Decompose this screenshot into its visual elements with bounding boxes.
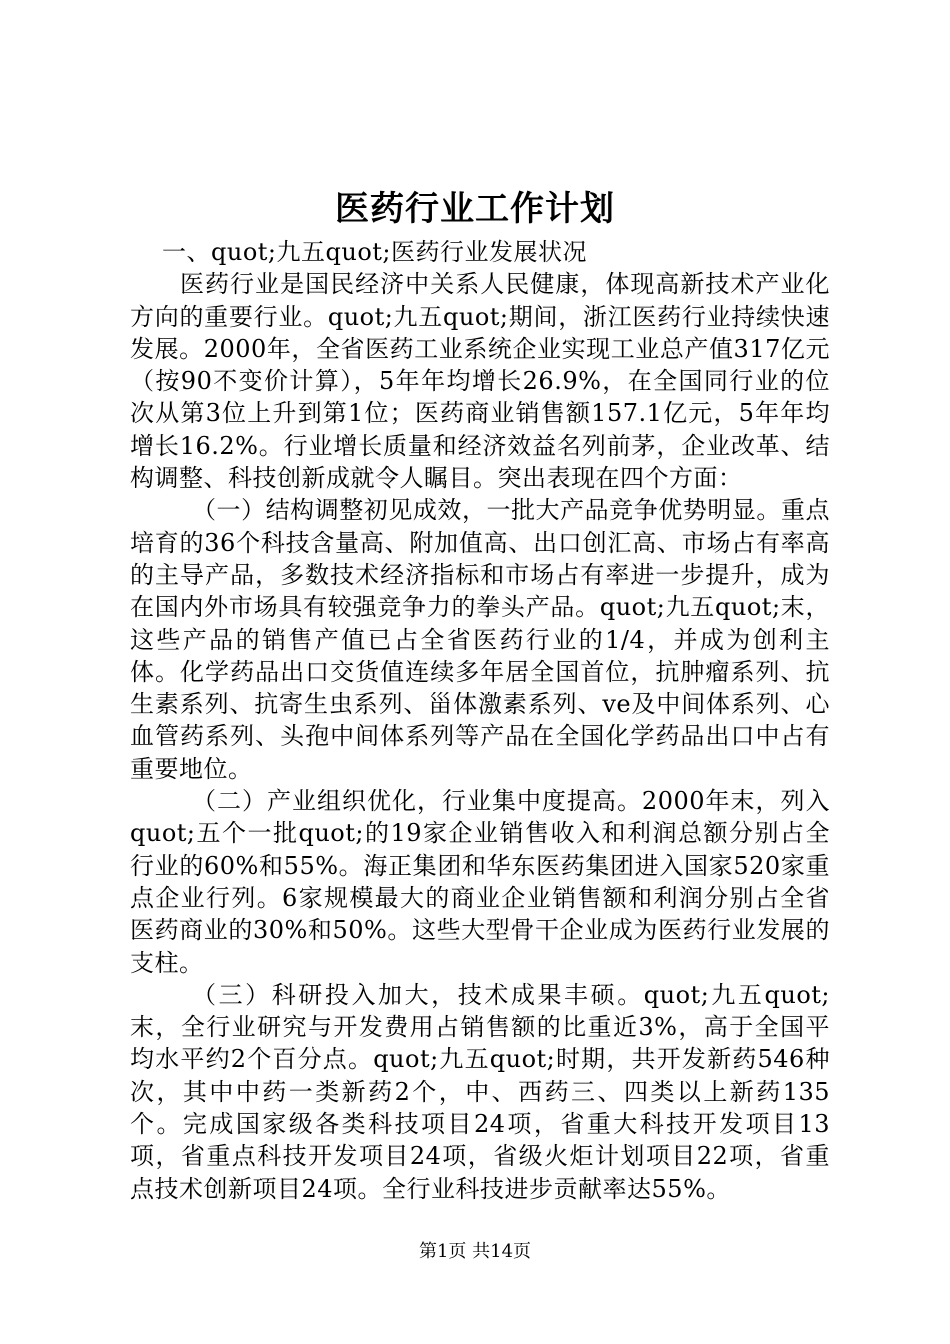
paragraph-item-3: （三）科研投入加大，技术成果丰硕。quot;九五quot;末，全行业研究与开发费用占销售额的比重近3%，高于全国平均水平约2个百分点。quot;九五quot;时期，共开发新药546种次，其中中药一类新药2个，中、西药三、四类以上新药135个。完成国家级各类科技项目24项，省重大科技开发项目13项，省重点科技开发项目24项，省级火炬计划项目22项，省重点技术创新项目24项。全行业科技进步贡献率达55%。 — [130, 980, 830, 1203]
paragraph-intro: 医药行业是国民经济中关系人民健康，体现高新技术产业化方向的重要行业。quot;九五quot;期间，浙江医药行业持续快速发展。2000年，全省医药工业系统企业实现工业总产值317亿元（按90不变价计算），5年年均增长26.9%，在全国同行业的位次从第3位上升到第1位；医药商业销售额157.1亿元，5年年均增长16.2%。行业增长质量和经济效益名列前茅，企业改革、结构调整、科技创新成就令人瞩目。突出表现在四个方面： — [130, 270, 830, 493]
section-heading: 一、quot;九五quot;医药行业发展状况 — [162, 238, 587, 266]
document-title: 医药行业工作计划 — [335, 189, 615, 229]
document-body — [130, 236, 830, 1205]
paragraph-item-2: （二）产业组织优化，行业集中度提高。2000年末，列入quot;五个一批quot;的19家企业销售收入和利润总额分别占全行业的60%和55%。海正集团和华东医药集团进入国家520家重点企业行列。6家规模最大的商业企业销售额和利润分别占全省医药商业的30%和50%。这些大型骨干企业成为医药行业发展的支柱。 — [130, 787, 830, 977]
page-number-footer: 第1页 共14页 — [418, 1241, 532, 1262]
paragraph-item-1: （一）结构调整初见成效，一批大产品竞争优势明显。重点培育的36个科技含量高、附加值高、出口创汇高、市场占有率高的主导产品，多数技术经济指标和市场占有率进一步提升，成为在国内外市场具有较强竞争力的拳头产品。quot;九五quot;末，这些产品的销售产值已占全省医药行业的1/4，并成为创利主体。化学药品出口交货值连续多年居全国首位，抗肿瘤系列、抗生素系列、抗寄生虫系列、甾体激素系列、ve及中间体系列、心血管药系列、头孢中间体系列等产品在全国化学药品出口中占有重要地位。 — [130, 496, 830, 783]
